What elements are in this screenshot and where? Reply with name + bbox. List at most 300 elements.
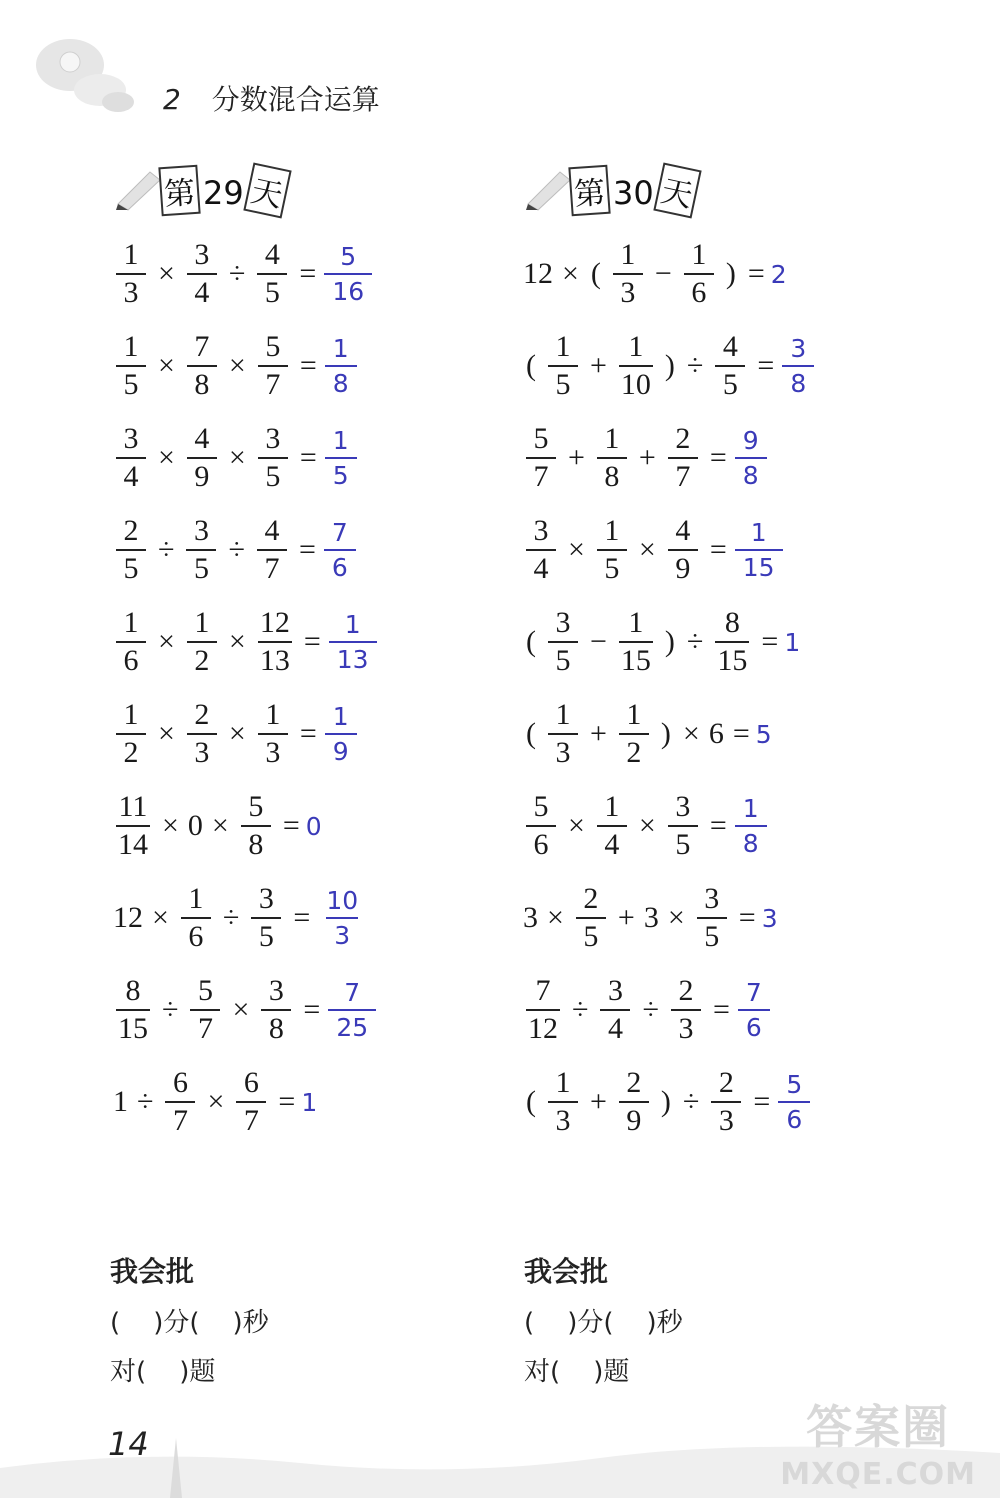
numerator: 4 bbox=[194, 422, 210, 455]
numerator: 2 bbox=[678, 974, 694, 1007]
fraction bbox=[668, 424, 698, 492]
numerator: 2 bbox=[626, 1066, 642, 1099]
answer-fraction bbox=[778, 1072, 810, 1132]
numerator: 4 bbox=[675, 514, 691, 547]
answer-fraction bbox=[324, 244, 372, 304]
chapter-number: 2 bbox=[163, 83, 181, 116]
correct-count-blank: 对( )题 bbox=[524, 1357, 630, 1387]
operator: × bbox=[228, 625, 246, 658]
day-number: 30 bbox=[613, 174, 654, 212]
denominator: 8 bbox=[241, 825, 271, 860]
denominator: 7 bbox=[236, 1101, 266, 1136]
operator: × bbox=[638, 809, 656, 842]
denominator: 3 bbox=[548, 733, 578, 768]
operator: = bbox=[738, 901, 756, 934]
operator: = bbox=[747, 257, 765, 290]
fraction bbox=[597, 424, 627, 492]
fraction bbox=[116, 516, 146, 584]
numerator: 1 bbox=[123, 606, 139, 639]
fraction bbox=[697, 884, 727, 952]
denominator: 4 bbox=[187, 273, 217, 308]
operator: − bbox=[590, 625, 607, 658]
numerator: 7 bbox=[331, 518, 348, 547]
answer: 1 bbox=[301, 1087, 318, 1117]
fraction bbox=[619, 700, 649, 768]
numerator: 5 bbox=[786, 1070, 803, 1099]
operator: = bbox=[299, 349, 317, 382]
numerator: 7 bbox=[344, 978, 361, 1007]
flower-decoration-icon bbox=[30, 20, 140, 120]
fraction bbox=[116, 240, 146, 308]
answer-fraction bbox=[324, 520, 356, 580]
number: 3 bbox=[643, 901, 659, 934]
operator: ) bbox=[664, 349, 675, 382]
operator: × bbox=[228, 717, 246, 750]
operator: + bbox=[638, 441, 656, 474]
problem-row bbox=[110, 608, 377, 676]
operator: + bbox=[590, 349, 607, 382]
operator: × bbox=[638, 533, 656, 566]
operator: ( bbox=[526, 1085, 536, 1118]
operator: = bbox=[709, 533, 727, 566]
numerator: 4 bbox=[264, 238, 280, 271]
fraction bbox=[548, 332, 578, 400]
fraction bbox=[619, 608, 653, 676]
numerator: 3 bbox=[790, 334, 807, 363]
numerator: 1 bbox=[628, 606, 644, 639]
numerator: 2 bbox=[675, 422, 691, 455]
number: 12 bbox=[523, 257, 553, 290]
fraction bbox=[668, 792, 698, 860]
numerator: 2 bbox=[194, 698, 210, 731]
numerator: 4 bbox=[722, 330, 738, 363]
fraction bbox=[257, 240, 287, 308]
fraction bbox=[257, 516, 287, 584]
operator: ( bbox=[526, 717, 536, 750]
problem-row bbox=[520, 608, 800, 676]
fraction bbox=[261, 976, 291, 1044]
numerator: 1 bbox=[555, 1066, 571, 1099]
fraction bbox=[715, 332, 745, 400]
denominator: 5 bbox=[258, 457, 288, 492]
operator: = bbox=[299, 441, 317, 474]
numerator: 1 bbox=[123, 698, 139, 731]
fraction bbox=[671, 976, 701, 1044]
operator: × bbox=[158, 257, 175, 290]
day-suffix: 天 bbox=[243, 162, 291, 218]
denominator: 6 bbox=[738, 1009, 770, 1040]
denominator: 5 bbox=[668, 825, 698, 860]
operator: ( bbox=[526, 625, 536, 658]
day-prefix: 第 bbox=[568, 165, 610, 217]
fraction bbox=[116, 700, 146, 768]
operator: × bbox=[682, 717, 700, 750]
fraction bbox=[165, 1068, 195, 1136]
operator: ÷ bbox=[162, 993, 179, 1026]
numerator: 3 bbox=[607, 974, 623, 1007]
answer-fraction bbox=[735, 520, 783, 580]
denominator: 5 bbox=[116, 365, 146, 400]
fraction bbox=[548, 1068, 578, 1136]
denominator: 3 bbox=[711, 1101, 741, 1136]
problem-row bbox=[110, 332, 357, 400]
numerator: 5 bbox=[197, 974, 213, 1007]
fraction bbox=[181, 884, 211, 952]
number: 1 bbox=[113, 1085, 128, 1118]
denominator: 7 bbox=[165, 1101, 195, 1136]
answer: 0 bbox=[305, 811, 322, 841]
numerator: 1 bbox=[265, 698, 281, 731]
numerator: 10 bbox=[326, 886, 359, 915]
denominator: 4 bbox=[116, 457, 146, 492]
numerator: 2 bbox=[718, 1066, 734, 1099]
numerator: 3 bbox=[675, 790, 691, 823]
numerator: 2 bbox=[123, 514, 139, 547]
operator: ( bbox=[590, 257, 601, 290]
operator: = bbox=[757, 349, 775, 382]
denominator: 4 bbox=[597, 825, 627, 860]
numerator: 1 bbox=[626, 698, 642, 731]
pencil-icon bbox=[112, 164, 164, 212]
numerator: 3 bbox=[194, 238, 210, 271]
operator: = bbox=[303, 625, 321, 658]
denominator: 13 bbox=[329, 641, 377, 672]
denominator: 8 bbox=[735, 457, 767, 488]
numerator: 8 bbox=[125, 974, 141, 1007]
numerator: 5 bbox=[533, 422, 549, 455]
chapter-title: 分数混合运算 bbox=[211, 83, 380, 116]
numerator: 1 bbox=[604, 422, 620, 455]
fraction bbox=[187, 608, 217, 676]
denominator: 3 bbox=[187, 733, 217, 768]
fraction bbox=[258, 608, 292, 676]
operator: × bbox=[547, 901, 564, 934]
fraction bbox=[187, 700, 217, 768]
numerator: 1 bbox=[123, 330, 139, 363]
correct-count-blank: 对( )题 bbox=[110, 1357, 216, 1387]
problem-row bbox=[520, 240, 787, 308]
fraction bbox=[116, 424, 146, 492]
problem-row bbox=[520, 516, 783, 584]
denominator: 8 bbox=[735, 825, 767, 856]
denominator: 4 bbox=[600, 1009, 630, 1044]
fraction bbox=[548, 608, 578, 676]
numerator: 1 bbox=[332, 334, 349, 363]
denominator: 5 bbox=[548, 641, 578, 676]
fraction bbox=[241, 792, 271, 860]
denominator: 8 bbox=[597, 457, 627, 492]
answer-fraction bbox=[738, 980, 770, 1040]
problem-row bbox=[110, 884, 366, 952]
numerator: 1 bbox=[691, 238, 707, 271]
numerator: 3 bbox=[704, 882, 720, 915]
fraction bbox=[187, 240, 217, 308]
denominator: 10 bbox=[619, 365, 653, 400]
denominator: 4 bbox=[526, 549, 556, 584]
operator: = bbox=[299, 257, 317, 290]
numerator: 3 bbox=[265, 422, 281, 455]
numerator: 3 bbox=[533, 514, 549, 547]
denominator: 14 bbox=[116, 825, 150, 860]
problem-row bbox=[110, 424, 357, 492]
denominator: 5 bbox=[548, 365, 578, 400]
operator: × bbox=[158, 349, 175, 382]
numerator: 1 bbox=[555, 330, 571, 363]
day-prefix: 第 bbox=[158, 165, 200, 217]
numerator: 9 bbox=[742, 426, 759, 455]
operator: × bbox=[162, 809, 179, 842]
denominator: 15 bbox=[619, 641, 653, 676]
denominator: 5 bbox=[325, 457, 357, 488]
numerator: 2 bbox=[583, 882, 599, 915]
operator: ÷ bbox=[137, 1085, 154, 1118]
operator: × bbox=[228, 441, 246, 474]
answer-fraction bbox=[328, 980, 376, 1040]
operator: ÷ bbox=[686, 349, 704, 382]
numerator: 1 bbox=[123, 238, 139, 271]
fraction bbox=[116, 976, 150, 1044]
numerator: 1 bbox=[604, 790, 620, 823]
denominator: 3 bbox=[258, 733, 288, 768]
problem-row bbox=[520, 700, 772, 768]
operator: = bbox=[303, 993, 321, 1026]
chapter-header bbox=[160, 78, 380, 118]
denominator: 9 bbox=[619, 1101, 649, 1136]
denominator: 15 bbox=[735, 549, 783, 580]
numerator: 7 bbox=[535, 974, 551, 1007]
numerator: 3 bbox=[258, 882, 274, 915]
fraction bbox=[258, 700, 288, 768]
answer: 5 bbox=[755, 719, 772, 749]
fraction bbox=[597, 516, 627, 584]
denominator: 2 bbox=[116, 733, 146, 768]
denominator: 16 bbox=[324, 273, 372, 304]
grading-title: 我会批 bbox=[110, 1255, 195, 1288]
operator: = bbox=[712, 993, 730, 1026]
fraction bbox=[576, 884, 606, 952]
numerator: 6 bbox=[172, 1066, 188, 1099]
denominator: 6 bbox=[324, 549, 356, 580]
operator: × bbox=[568, 809, 585, 842]
fraction bbox=[116, 332, 146, 400]
pencil-icon bbox=[522, 164, 574, 212]
page-number: 14 bbox=[108, 1425, 149, 1463]
problem-row bbox=[520, 792, 767, 860]
problem-row bbox=[520, 1068, 810, 1136]
numerator: 1 bbox=[604, 514, 620, 547]
denominator: 6 bbox=[778, 1101, 810, 1132]
day-suffix: 天 bbox=[653, 162, 701, 218]
fraction bbox=[258, 332, 288, 400]
numerator: 1 bbox=[628, 330, 644, 363]
problem-row bbox=[110, 240, 372, 308]
answer: 2 bbox=[770, 259, 787, 289]
numerator: 1 bbox=[344, 610, 361, 639]
operator: + bbox=[590, 1085, 607, 1118]
denominator: 3 bbox=[326, 917, 358, 948]
numerator: 1 bbox=[188, 882, 204, 915]
answer-fraction bbox=[325, 428, 357, 488]
answer-fraction bbox=[325, 704, 357, 764]
answer-fraction bbox=[735, 796, 767, 856]
denominator: 5 bbox=[576, 917, 606, 952]
denominator: 12 bbox=[526, 1009, 560, 1044]
fraction bbox=[236, 1068, 266, 1136]
watermark-logo-text: 答案圈 bbox=[806, 1400, 951, 1454]
operator: = bbox=[293, 901, 311, 934]
operator: × bbox=[667, 901, 685, 934]
fraction bbox=[526, 976, 560, 1044]
operator: = bbox=[299, 717, 317, 750]
problem-row bbox=[110, 792, 322, 860]
denominator: 5 bbox=[715, 365, 745, 400]
denominator: 9 bbox=[187, 457, 217, 492]
denominator: 7 bbox=[668, 457, 698, 492]
numerator: 1 bbox=[620, 238, 636, 271]
problem-row bbox=[110, 976, 376, 1044]
watermark bbox=[780, 1391, 976, 1492]
numerator: 1 bbox=[332, 702, 349, 731]
denominator: 6 bbox=[181, 917, 211, 952]
operator: ) bbox=[660, 717, 671, 750]
operator: × bbox=[568, 533, 585, 566]
denominator: 8 bbox=[782, 365, 814, 396]
problem-row bbox=[520, 424, 767, 492]
operator: ) bbox=[725, 257, 736, 290]
operator: + bbox=[617, 901, 635, 934]
operator: × bbox=[207, 1085, 225, 1118]
operator: ) bbox=[660, 1085, 671, 1118]
fraction bbox=[613, 240, 643, 308]
denominator: 6 bbox=[684, 273, 714, 308]
time-blank: ( )分( )秒 bbox=[110, 1308, 269, 1338]
fraction bbox=[600, 976, 630, 1044]
denominator: 8 bbox=[325, 365, 357, 396]
denominator: 7 bbox=[258, 365, 288, 400]
answer-fraction bbox=[329, 612, 377, 672]
number: 0 bbox=[187, 809, 203, 842]
denominator: 3 bbox=[671, 1009, 701, 1044]
denominator: 6 bbox=[116, 641, 146, 676]
operator: = bbox=[761, 625, 779, 658]
fraction bbox=[258, 424, 288, 492]
denominator: 2 bbox=[187, 641, 217, 676]
fraction bbox=[190, 976, 220, 1044]
operator: ÷ bbox=[228, 257, 246, 290]
fraction bbox=[597, 792, 627, 860]
answer: 1 bbox=[784, 627, 801, 657]
denominator: 5 bbox=[186, 549, 216, 584]
operator: ÷ bbox=[682, 1085, 700, 1118]
numerator: 5 bbox=[265, 330, 281, 363]
operator: ( bbox=[526, 349, 536, 382]
operator: ÷ bbox=[228, 533, 245, 566]
self-grading-left bbox=[110, 1250, 269, 1388]
problem-row bbox=[110, 516, 356, 584]
operator: = bbox=[709, 809, 727, 842]
operator: ÷ bbox=[686, 625, 704, 658]
operator: × bbox=[228, 349, 246, 382]
fraction bbox=[619, 332, 653, 400]
operator: × bbox=[152, 901, 169, 934]
problem-row bbox=[520, 332, 814, 400]
operator: = bbox=[753, 1085, 771, 1118]
operator: = bbox=[298, 533, 316, 566]
numerator: 3 bbox=[555, 606, 571, 639]
denominator: 8 bbox=[187, 365, 217, 400]
answer-fraction bbox=[782, 336, 814, 396]
denominator: 7 bbox=[190, 1009, 220, 1044]
fraction bbox=[619, 1068, 649, 1136]
answer-fraction bbox=[318, 888, 366, 948]
day-number: 29 bbox=[203, 174, 244, 212]
denominator: 2 bbox=[619, 733, 649, 768]
operator: ) bbox=[664, 625, 675, 658]
problem-row bbox=[520, 884, 778, 952]
operator: × bbox=[158, 441, 175, 474]
fraction bbox=[251, 884, 281, 952]
numerator: 1 bbox=[332, 426, 349, 455]
operator: × bbox=[232, 993, 250, 1026]
operator: = bbox=[282, 809, 300, 842]
fraction bbox=[548, 700, 578, 768]
fraction bbox=[116, 792, 150, 860]
denominator: 15 bbox=[715, 641, 749, 676]
denominator: 5 bbox=[251, 917, 281, 952]
grading-title: 我会批 bbox=[524, 1255, 609, 1288]
fraction bbox=[187, 424, 217, 492]
numerator: 11 bbox=[118, 790, 148, 823]
answer-fraction bbox=[325, 336, 357, 396]
operator: = bbox=[732, 717, 750, 750]
numerator: 1 bbox=[194, 606, 210, 639]
denominator: 9 bbox=[325, 733, 357, 764]
operator: − bbox=[654, 257, 672, 290]
operator: + bbox=[590, 717, 607, 750]
fraction bbox=[526, 424, 556, 492]
numerator: 7 bbox=[745, 978, 762, 1007]
numerator: 3 bbox=[268, 974, 284, 1007]
operator: × bbox=[158, 625, 175, 658]
numerator: 6 bbox=[243, 1066, 259, 1099]
operator: ÷ bbox=[572, 993, 589, 1026]
denominator: 5 bbox=[697, 917, 727, 952]
fraction bbox=[684, 240, 714, 308]
numerator: 8 bbox=[724, 606, 740, 639]
operator: × bbox=[211, 809, 229, 842]
operator: ÷ bbox=[158, 533, 175, 566]
numerator: 4 bbox=[264, 514, 280, 547]
fraction bbox=[526, 792, 556, 860]
denominator: 7 bbox=[257, 549, 287, 584]
number: 6 bbox=[708, 717, 724, 750]
problem-row bbox=[110, 1068, 317, 1136]
operator: × bbox=[158, 717, 175, 750]
numerator: 1 bbox=[742, 794, 759, 823]
problem-row bbox=[110, 700, 357, 768]
denominator: 6 bbox=[526, 825, 556, 860]
self-grading-right bbox=[524, 1250, 683, 1388]
fraction bbox=[116, 608, 146, 676]
number: 12 bbox=[113, 901, 143, 934]
numerator: 7 bbox=[194, 330, 210, 363]
watermark-url: MXQE.COM bbox=[780, 1457, 976, 1492]
numerator: 3 bbox=[193, 514, 209, 547]
fraction bbox=[186, 516, 216, 584]
fraction bbox=[668, 516, 698, 584]
denominator: 15 bbox=[116, 1009, 150, 1044]
operator: ÷ bbox=[642, 993, 659, 1026]
